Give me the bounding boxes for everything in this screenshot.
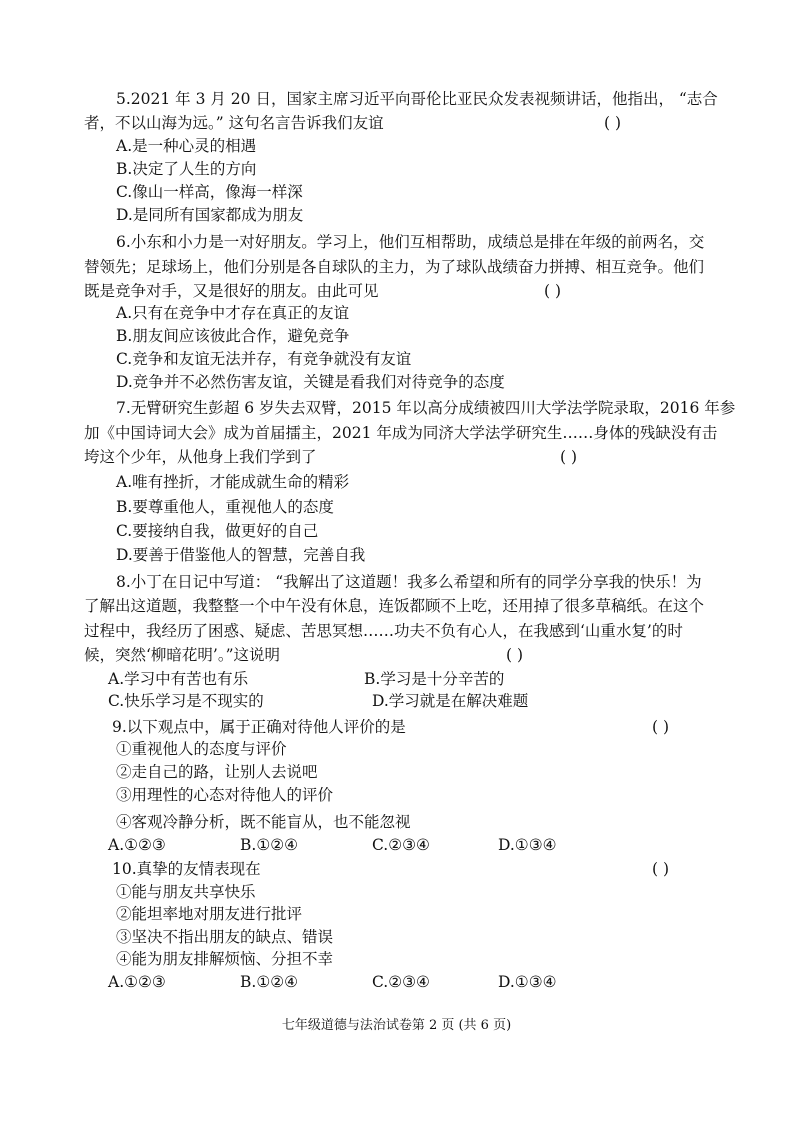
q6-option-a: A.只有在竞争中才存在真正的友谊 — [116, 304, 350, 322]
q5-stem-line-1: 5.2021 年 3 月 20 日，国家主席习近平向哥伦比亚民众发表视频讲话，他指出， “志合 — [116, 90, 718, 108]
q6-stem-line-3: 既是竞争对手，又是很好的朋友。由此可见 — [84, 282, 379, 300]
q6-answer-paren: ( ) — [544, 282, 562, 300]
q8-option-d: D.学习就是在解决难题 — [372, 692, 529, 710]
q9-option-a: A.①②③ — [108, 836, 166, 854]
q9-statement-1: ①重视他人的态度与评价 — [116, 740, 287, 758]
q8-stem-line-4: 候，突然‘柳暗花明’。”这说明 — [84, 646, 281, 664]
q10-statement-2: ②能坦率地对朋友进行批评 — [116, 905, 303, 923]
q9-statement-2: ②走自己的路，让别人去说吧 — [116, 763, 318, 781]
q8-option-c: C.快乐学习是不现实的 — [108, 692, 264, 710]
q9-option-c: C.②③④ — [372, 836, 430, 854]
q9-option-d: D.①③④ — [498, 836, 557, 854]
q5-option-c: C.像山一样高，像海一样深 — [116, 183, 303, 201]
q8-option-a: A.学习中有苦也有乐 — [108, 670, 249, 688]
q9-statement-4: ④客观冷静分析，既不能盲从，也不能忽视 — [116, 813, 411, 831]
q7-option-a: A.唯有挫折，才能成就生命的精彩 — [116, 473, 350, 491]
q7-stem-line-3: 垮这个少年，从他身上我们学到了 — [84, 448, 317, 466]
q5-option-b: B.决定了人生的方向 — [116, 160, 257, 178]
q7-option-d: D.要善于借鉴他人的智慧，完善自我 — [116, 546, 366, 564]
q8-stem-line-1: 8.小丁在日记中写道： “我解出了这道题！我多么希望和所有的同学分享我的快乐！为 — [116, 573, 702, 591]
q6-option-c: C.竞争和友谊无法并存，有竞争就没有友谊 — [116, 350, 412, 368]
q9-option-b: B.①②④ — [240, 836, 299, 854]
q5-option-d: D.是同所有国家都成为朋友 — [116, 206, 304, 224]
q9-statement-3: ③用理性的心态对待他人的评价 — [116, 786, 334, 804]
q7-option-c: C.要接纳自我，做更好的自己 — [116, 522, 319, 540]
q7-option-b: B.要尊重他人，重视他人的态度 — [116, 498, 334, 516]
q10-option-a: A.①②③ — [108, 973, 166, 991]
q5-stem-line-2: 者，不以山海为远。” 这句名言告诉我们友谊 — [84, 114, 384, 132]
q10-statement-3: ③坚决不指出朋友的缺点、错误 — [116, 928, 334, 946]
q8-stem-line-2: 了解出这道题，我整整一个中午没有休息，连饭都顾不上吃，还用掉了很多草稿纸。在这个 — [84, 597, 705, 615]
q5-option-a: A.是一种心灵的相遇 — [116, 137, 257, 155]
page-footer: 七年级道德与法治试卷第 2 页 (共 6 页) — [281, 1018, 512, 1033]
q6-stem-line-1: 6.小东和小力是一对好朋友。学习上，他们互相帮助，成绩总是排在年级的前两名，交 — [116, 233, 705, 251]
q6-option-b: B.朋友间应该彼此合作，避免竞争 — [116, 327, 350, 345]
q8-option-b: B.学习是十分辛苦的 — [364, 670, 505, 688]
q10-option-d: D.①③④ — [498, 973, 557, 991]
q9-stem: 9.以下观点中，属于正确对待他人评价的是 — [112, 718, 406, 736]
q8-answer-paren: ( ) — [506, 646, 524, 664]
q6-option-d: D.竞争并不必然伤害友谊，关键是看我们对待竞争的态度 — [116, 373, 505, 391]
q10-statement-1: ①能与朋友共享快乐 — [116, 883, 256, 901]
q10-option-b: B.①②④ — [240, 973, 299, 991]
q7-stem-line-1: 7.无臂研究生彭超 6 岁失去双臂，2015 年以高分成绩被四川大学法学院录取，2016 年参 — [116, 399, 736, 417]
q7-answer-paren: ( ) — [560, 448, 578, 466]
q8-stem-line-3: 过程中，我经历了困惑、疑虑、苦思冥想……功夫不负有心人，在我感到‘山重水复’的时 — [84, 622, 683, 640]
q10-stem: 10.真挚的友情表现在 — [112, 860, 261, 878]
q10-option-c: C.②③④ — [372, 973, 430, 991]
q9-answer-paren: ( ) — [652, 718, 670, 736]
q10-answer-paren: ( ) — [652, 860, 670, 878]
q5-answer-paren: ( ) — [604, 114, 622, 132]
q10-statement-4: ④能为朋友排解烦恼、分担不幸 — [116, 950, 334, 968]
q7-stem-line-2: 加《中国诗词大会》成为首届擂主，2021 年成为同济大学法学研究生……身体的残缺没有击 — [84, 424, 718, 442]
q6-stem-line-2: 替领先；足球场上，他们分别是各自球队的主力，为了球队战绩奋力拼搏、相互竞争。他们 — [84, 258, 705, 276]
